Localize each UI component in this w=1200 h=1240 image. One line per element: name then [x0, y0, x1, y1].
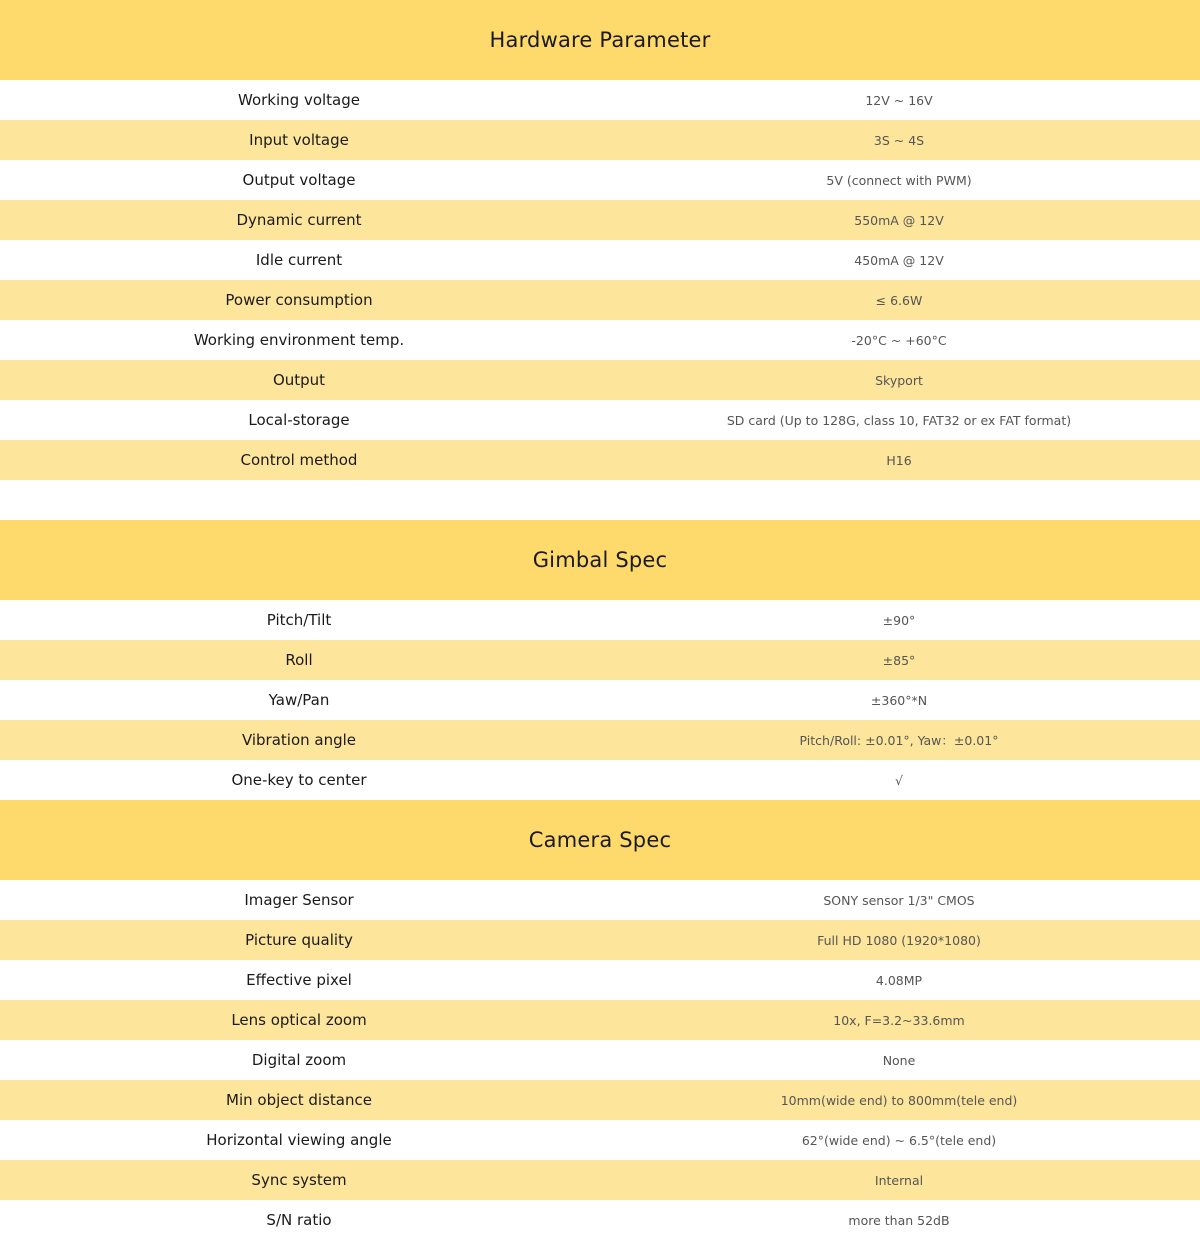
table-row	[0, 360, 1200, 400]
spec-label: Working environment temp.	[193, 331, 405, 349]
spec-value: Internal	[874, 1172, 924, 1188]
spec-label: Dynamic current	[236, 211, 362, 229]
table-row	[0, 1200, 1200, 1240]
spec-label: Working voltage	[238, 91, 360, 109]
spec-value: 3S ~ 4S	[873, 132, 925, 148]
spec-label: Horizontal viewing angle	[206, 1131, 392, 1149]
table-row	[0, 160, 1200, 200]
spec-label: Pitch/Tilt	[266, 611, 332, 629]
spec-value: SD card (Up to 128G, class 10, FAT32 or ex FAT format)	[726, 412, 1072, 428]
spec-label: Roll	[285, 651, 313, 669]
table-row	[0, 1000, 1200, 1040]
spec-label: Effective pixel	[246, 971, 352, 989]
spec-label: Min object distance	[226, 1091, 372, 1109]
spec-value: Skyport	[875, 372, 923, 388]
spec-label: Yaw/Pan	[268, 691, 330, 709]
spec-value: Pitch/Roll: ±0.01°, Yaw：±0.01°	[799, 733, 999, 748]
spec-value: ±90°	[882, 612, 916, 628]
spec-value: -20°C ~ +60°C	[851, 332, 947, 348]
spec-label: S/N ratio	[266, 1211, 332, 1229]
table-row	[0, 120, 1200, 160]
spec-label: Vibration angle	[241, 731, 357, 749]
spec-label: Power consumption	[225, 291, 373, 309]
table-row	[0, 640, 1200, 680]
table-row	[0, 400, 1200, 440]
spec-value: 5V (connect with PWM)	[826, 172, 972, 188]
spec-value: SONY sensor 1/3" CMOS	[823, 892, 975, 908]
table-row	[0, 600, 1200, 640]
spec-value: 10mm(wide end) to 800mm(tele end)	[780, 1092, 1018, 1108]
table-row	[0, 1120, 1200, 1160]
spec-label: Control method	[240, 451, 358, 469]
spec-value: 4.08MP	[875, 972, 923, 988]
table-row	[0, 720, 1200, 760]
spec-value: 450mA @ 12V	[854, 252, 944, 268]
spec-label: Local-storage	[248, 411, 350, 429]
table-row	[0, 280, 1200, 320]
table-row	[0, 1080, 1200, 1120]
table-row	[0, 680, 1200, 720]
table-row	[0, 200, 1200, 240]
spec-label: One-key to center	[231, 771, 367, 789]
spec-label: Imager Sensor	[244, 891, 354, 909]
section-title: Gimbal Spec	[532, 548, 668, 572]
spec-label: Sync system	[251, 1171, 347, 1189]
spec-value: ±85°	[882, 652, 916, 668]
table-row	[0, 1040, 1200, 1080]
spec-label: Picture quality	[245, 931, 353, 949]
table-row	[0, 320, 1200, 360]
spec-value: more than 52dB	[848, 1212, 950, 1228]
section-title: Hardware Parameter	[489, 28, 711, 52]
section-header-hardware	[0, 0, 1200, 80]
spec-value: H16	[886, 452, 912, 468]
spec-value: 62°(wide end) ~ 6.5°(tele end)	[801, 1132, 997, 1148]
section-spacer	[0, 480, 1200, 520]
spec-label: Output	[272, 371, 326, 389]
table-row	[0, 920, 1200, 960]
spec-value: ±360°*N	[870, 692, 928, 708]
spec-label: Digital zoom	[251, 1051, 347, 1069]
spec-value: 12V ~ 16V	[865, 92, 933, 108]
spec-value: Full HD 1080 (1920*1080)	[817, 932, 981, 948]
table-row	[0, 960, 1200, 1000]
spec-value: ≤ 6.6W	[875, 292, 923, 308]
section-header-gimbal	[0, 520, 1200, 600]
table-row	[0, 240, 1200, 280]
section-header-camera	[0, 800, 1200, 880]
spec-label: Idle current	[255, 251, 343, 269]
spec-label: Input voltage	[249, 131, 349, 149]
spec-value: 10x, F=3.2~33.6mm	[833, 1012, 965, 1028]
spec-value: 550mA @ 12V	[854, 212, 944, 228]
table-row	[0, 760, 1200, 800]
table-row	[0, 880, 1200, 920]
spec-value: None	[882, 1052, 916, 1068]
table-row	[0, 80, 1200, 120]
spec-label: Output voltage	[242, 171, 356, 189]
spec-label: Lens optical zoom	[231, 1011, 367, 1029]
section-title: Camera Spec	[528, 828, 672, 852]
spec-value: √	[895, 772, 903, 788]
table-row	[0, 440, 1200, 480]
table-row	[0, 1160, 1200, 1200]
